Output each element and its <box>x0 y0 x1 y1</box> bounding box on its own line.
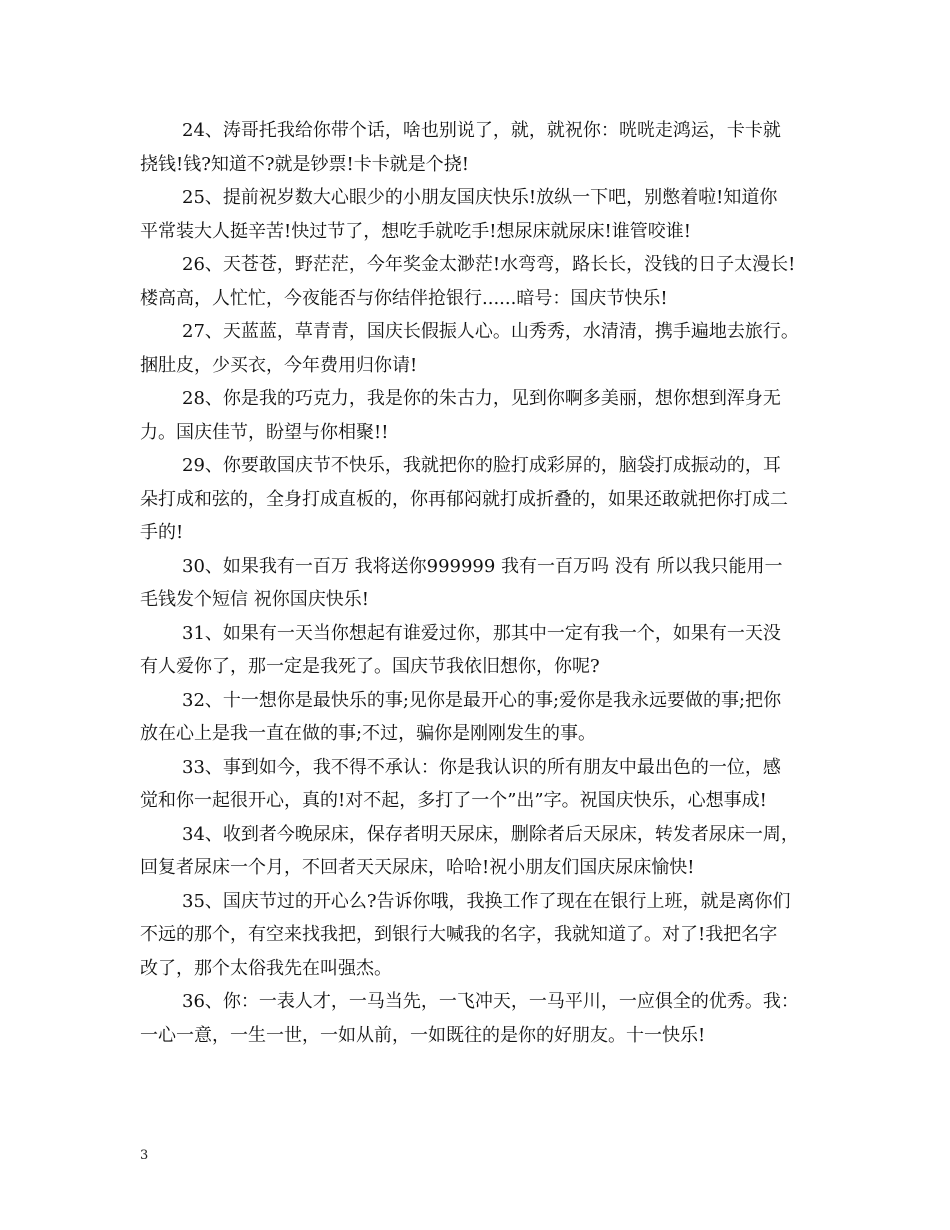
paragraph-28 <box>140 382 820 449</box>
paragraph-line: 力。国庆佳节，盼望与你相聚!! <box>140 421 389 443</box>
paragraph-line: 放在心上是我一直在做的事;不过，骗你是刚刚发生的事。 <box>140 723 597 744</box>
paragraph-line: 毛钱发个短信 祝你国庆快乐! <box>140 589 369 610</box>
paragraph-line: 改了，那个太俗我先在叫强杰。 <box>140 957 392 979</box>
paragraph-line: 挠钱!钱?知道不?就是钞票!卡卡就是个挠! <box>140 153 469 175</box>
paragraph-line: 觉和你一起很开心，真的!对不起，多打了一个”出”字。祝国庆快乐，心想事成! <box>140 790 767 811</box>
paragraph-line: 手的! <box>140 522 184 543</box>
document-body <box>140 114 820 1052</box>
paragraph-30 <box>140 550 820 617</box>
paragraph-36 <box>140 985 820 1052</box>
paragraph-line: 回复者尿床一个月，不回者天天尿床，哈哈!祝小朋友们国庆尿床愉快! <box>140 857 695 878</box>
paragraph-line: 36、你：一表人才，一马当先，一飞冲天，一马平川，一应俱全的优秀。我： <box>182 991 799 1012</box>
paragraph-32 <box>140 684 820 751</box>
paragraph-27 <box>140 315 820 382</box>
paragraph-35 <box>140 885 820 986</box>
paragraph-31 <box>140 617 820 684</box>
paragraph-line: 29、你要敢国庆节不快乐，我就把你的脸打成彩屏的，脑袋打成振动的，耳 <box>182 455 781 476</box>
paragraph-line: 26、天苍苍，野茫茫，今年奖金太渺茫!水弯弯，路长长，没钱的日子太漫长! <box>182 254 796 275</box>
paragraph-line: 35、国庆节过的开心么?告诉你哦，我换工作了现在在银行上班，就是离你们 <box>182 890 791 912</box>
paragraph-26 <box>140 248 820 315</box>
paragraph-line: 27、天蓝蓝，草青青，国庆长假振人心。山秀秀，水清清，携手遍地去旅行。 <box>182 321 799 342</box>
paragraph-line: 朵打成和弦的，全身打成直板的，你再郁闷就打成折叠的，如果还敢就把你打成二 <box>140 488 788 510</box>
paragraph-line: 不远的那个，有空来找我把，到银行大喊我的名字，我就知道了。对了!我把名字 <box>140 924 778 945</box>
paragraph-line: 有人爱你了，那一定是我死了。国庆节我依旧想你，你呢? <box>140 656 600 677</box>
paragraph-line: 25、提前祝岁数大心眼少的小朋友国庆快乐!放纵一下吧，别憋着啦!知道你 <box>182 187 778 208</box>
paragraph-25 <box>140 181 820 248</box>
paragraph-34 <box>140 818 820 885</box>
paragraph-line: 一心一意，一生一世，一如从前，一如既往的是你的好朋友。十一快乐! <box>140 1024 706 1046</box>
paragraph-line: 28、你是我的巧克力，我是你的朱古力，见到你啊多美丽，想你想到浑身无 <box>182 388 781 409</box>
paragraph-line: 捆肚皮，少买衣，今年费用归你请! <box>140 354 418 376</box>
paragraph-line: 30、如果我有一百万 我将送你999999 我有一百万吗 没有 所以我只能用一 <box>182 555 783 577</box>
paragraph-line: 34、收到者今晚尿床，保存者明天尿床，删除者后天尿床，转发者尿床一周， <box>182 823 799 845</box>
paragraph-line: 33、事到如今，我不得不承认：你是我认识的所有朋友中最出色的一位，感 <box>182 756 781 778</box>
paragraph-line: 32、十一想你是最快乐的事;见你是最开心的事;爱你是我永远要做的事;把你 <box>182 689 782 711</box>
paragraph-29 <box>140 449 820 550</box>
paragraph-line: 平常装大人挺辛苦!快过节了，想吃手就吃手!想尿床就尿床!谁管咬谁! <box>140 220 691 242</box>
paragraph-24 <box>140 114 820 181</box>
paragraph-33 <box>140 751 820 818</box>
paragraph-line: 楼高高，人忙忙，今夜能否与你结伴抢银行......暗号：国庆节快乐! <box>140 287 668 309</box>
paragraph-line: 24、涛哥托我给你带个话，啥也别说了，就，就祝你：咣咣走鸿运，卡卡就 <box>182 120 781 141</box>
paragraph-line: 31、如果有一天当你想起有谁爱过你，那其中一定有我一个，如果有一天没 <box>182 622 781 644</box>
page-number: 3 <box>140 1148 149 1163</box>
